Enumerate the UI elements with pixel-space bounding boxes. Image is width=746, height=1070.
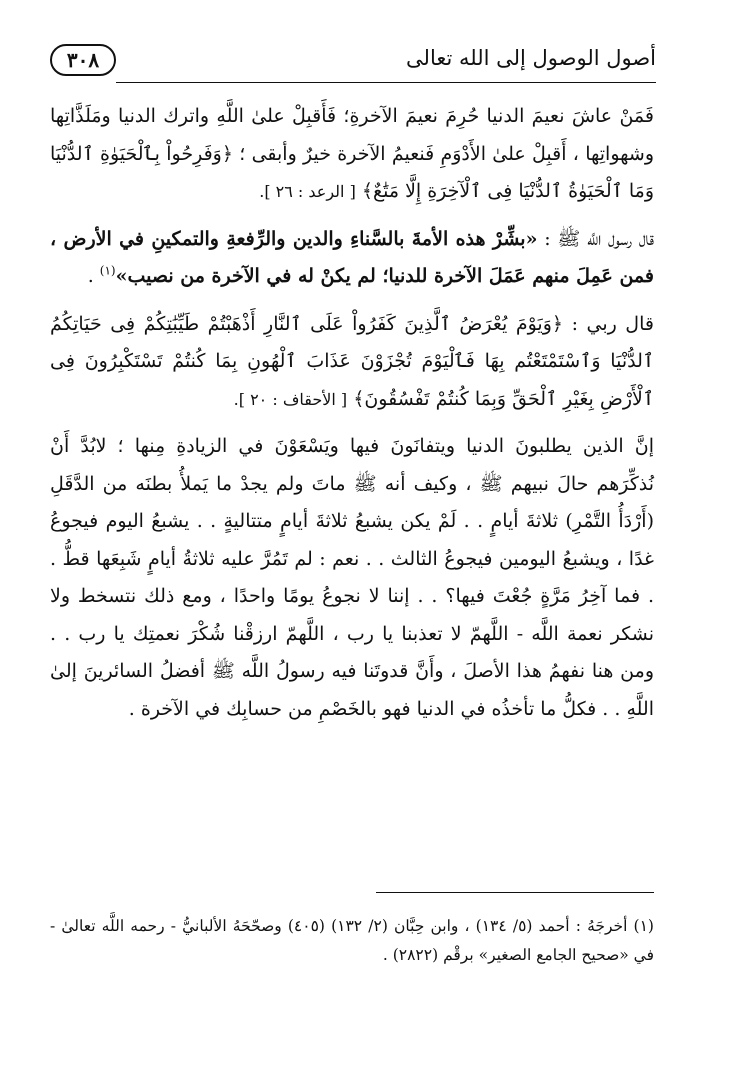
hadith-lead: قال رسول اللَّه ﷺ : (544, 227, 654, 250)
paragraph-1-text: فَمَنْ عاشَ نعيمَ الدنيا حُرِمَ نعيمَ الآخرةِ؛ فَأَقبِلْ علىٰ اللَّهِ واترك الدنيا ومَلَذَّاتِها وشهواتِها ، أَقبِلْ علىٰ الأَدْوَمِ فَنعيمُ الآخرة خيرٌ وأبقى ؛ (50, 105, 654, 165)
footnote-1: (١) أخرجَهُ : أحمد (٥/ ١٣٤) ، وابن حِبَّان (٢/ ١٣٢) (٤٠٥) وصحّحَهُ الألبانيُّ - رحمه اللَّه تعالىٰ - في «صحيح الجامع الصغير» برقْم (٢٨٢٢) . (50, 917, 654, 964)
header-divider (116, 82, 656, 83)
running-title: أصول الوصول إلى الله تعالى (406, 46, 656, 70)
page-header (50, 40, 656, 84)
verse-lead: قال ربي : (571, 312, 654, 335)
footnotes (50, 912, 654, 970)
paragraph-4-text: إنَّ الذين يطلبونَ الدنيا ويتفانَونَ فيها ويَسْعَوْنَ في الزيادةِ مِنها ؛ لابُدَّ أَنْ نُذكِّرَهم حالَ نبيهم ﷺ ، وكيف أنه ﷺ ماتَ ولم يجدْ ما يَملأُ بطنَه من الدَّقَلِ (أَرْدَأُ التَّمْرِ) ثلاثةَ أيامٍ . . لَمْ يكن يشبعُ ثلاثةَ أيامٍ متتاليةٍ . . يشبعُ اليوم فيجوعُ غدًا ، ويشبعُ اليومين فيجوعُ الثالث . . نعم : لم تَمُرَّ عليه ثلاثةُ أيامٍ شَبِعَها قطُّ . . فما آخِرُ مَرَّةٍ جُعْتَ فيها؟ . . إننا لا نجوعُ يومًا واحدًا ، ومع ذلك نتسخط ولا نشكر نعمة اللَّه - اللَّهمّ لا تعذبنا يا رب ، اللَّهمّ ارزقْنا شُكْرَ نعمتِك يا رب . . ومن هنا نفهمُ هذا الأصلَ ، وأَنَّ قدوتَنا فيه رسولُ اللَّه ﷺ أفضلُ السائرينَ إلىٰ اللَّهِ . . فكلُّ ما تأخذُه في الدنيا فهو بالخَصْمِ من حسابِك في الآخرة . (50, 435, 654, 720)
paragraph-2 (50, 221, 654, 296)
paragraph-4 (50, 428, 654, 728)
quran-verse-2: ﴿وَيَوْمَ يُعْرَضُ ٱلَّذِينَ كَفَرُواْ عَلَى ٱلنَّارِ أَذْهَبْتُمْ طَيِّبَٰتِكُمْ فِى حَيَاتِكُمُ ٱلدُّنْيَا وَٱسْتَمْتَعْتُم بِهَا فَٱلْيَوْمَ تُجْزَوْنَ عَذَابَ ٱلْهُونِ بِمَا كُنتُمْ تَسْتَكْبِرُونَ فِى ٱلْأَرْضِ بِغَيْرِ ٱلْحَقِّ وَبِمَا كُنتُمْ تَفْسُقُونَ﴾ (50, 312, 654, 410)
paragraph-3 (50, 306, 654, 419)
verse-reference-1: [ الرعد : ٢٦ ]. (259, 182, 356, 201)
paragraph-1 (50, 98, 654, 211)
footnote-divider (376, 892, 654, 893)
hadith-text: «بشِّرْ هذه الأمةَ بالسَّناءِ والدين والرِّفعةِ والتمكينِ في الأرض ، فمن عَمِلَ منهم عَمَلَ الآخرة للدنيا؛ لم يكنْ له في الآخرة من نصيب» (50, 227, 654, 287)
footnote-marker[interactable]: (١) (99, 263, 116, 278)
hadith-tail: . (87, 265, 94, 287)
main-text (50, 98, 654, 728)
quran-verse-1: ﴿وَفَرِحُواْ بِٱلْحَيَوٰةِ ٱلدُّنْيَا وَمَا ٱلْحَيَوٰةُ ٱلدُّنْيَا فِى ٱلْآخِرَةِ إِلَّا مَتَٰعٌ﴾ (50, 142, 654, 202)
page-number-badge: ٣٠٨ (50, 44, 116, 76)
verse-reference-2: [ الأحقاف : ٢٠ ]. (233, 389, 348, 409)
